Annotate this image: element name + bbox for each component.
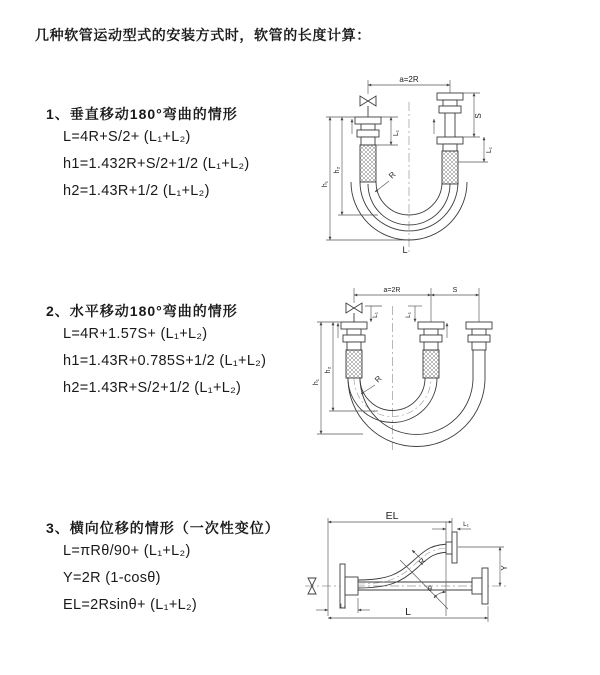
label-r: R [373, 374, 384, 385]
label-a2r: a=2R [383, 287, 401, 294]
radius-callout [361, 374, 384, 394]
diagram-vertical-180 [318, 72, 590, 267]
dimension-l1-mid [405, 306, 422, 322]
dimension-s [463, 93, 483, 137]
dimension-el [328, 510, 452, 616]
label-l1: L₁ [405, 312, 412, 318]
braided-hose-section [360, 145, 376, 182]
hose-arcs [348, 350, 485, 447]
radius-callout [412, 550, 428, 566]
section-heading: 1、垂直移动180°弯曲的情形 [46, 106, 238, 122]
diagram-horizontal-180 [308, 278, 593, 463]
label-l: L [405, 606, 411, 618]
formula-line: h2=1.43R+S/2+1/2 (L₁+L₂) [63, 380, 242, 396]
formula-line: h1=1.432R+S/2+1/2 (L₁+L₂) [63, 156, 250, 172]
right-fitting [466, 322, 492, 350]
braided-hose-section [346, 350, 362, 378]
section-heading: 3、横向位移的情形（一次性变位） [46, 520, 280, 536]
section-2 [46, 301, 266, 402]
label-h1: h₁ [322, 180, 329, 188]
radius-callout [375, 170, 398, 192]
valve-icon [346, 303, 362, 322]
label-l1: L₁ [486, 146, 493, 154]
label-el: EL [385, 510, 399, 522]
formula-line: Y=2R (1-cosθ) [63, 570, 161, 586]
right-fitting-upper [437, 93, 463, 137]
label-r: R [416, 556, 428, 567]
label-r: R [387, 170, 398, 181]
label-l1: L₁ [463, 521, 469, 528]
label-l1: L₁ [372, 312, 379, 318]
label-h2: h₂ [325, 366, 332, 374]
label-s: S [474, 113, 483, 119]
braided-hose-section [442, 151, 458, 184]
formula-line: L=4R+S/2+ (L₁+L₂) [63, 129, 191, 145]
formula-line: h1=1.43R+0.785S+1/2 (L₁+L₂) [63, 353, 267, 369]
label-a2r: a=2R [399, 75, 419, 84]
page-title: 几种软管运动型式的安装方式时，软管的长度计算： [35, 27, 371, 43]
dimension-l [328, 606, 488, 622]
s-curve-hose [358, 544, 452, 588]
label-h1: h₁ [313, 378, 320, 386]
diagram-lateral-displacement [300, 498, 592, 648]
braided-hose-section [423, 350, 439, 378]
label-s: S [452, 287, 458, 294]
left-fitting [341, 322, 367, 378]
dimension-a2r [368, 75, 450, 94]
label-l1: L₁ [393, 129, 400, 137]
section-3 [46, 518, 280, 619]
middle-fitting [418, 322, 444, 378]
section-heading: 2、水平移动180°弯曲的情形 [46, 303, 238, 319]
right-fitting-lower [437, 137, 463, 184]
label-y: Y [500, 565, 509, 571]
label-theta: θ [428, 586, 432, 593]
angle-construction [400, 560, 448, 609]
upper-right-flange [446, 532, 457, 563]
dimension-l1-left [365, 306, 382, 322]
valve-icon [360, 96, 376, 117]
lower-right-flange [472, 568, 488, 604]
section-1 [46, 104, 250, 205]
label-l: L [402, 245, 408, 255]
left-flange [340, 564, 358, 608]
left-fitting [355, 117, 381, 182]
formula-line: EL=2Rsinθ+ (L₁+L₂) [63, 597, 198, 613]
label-h2: h₂ [334, 166, 341, 174]
formula-line: L=πRθ/90+ (L₁+L₂) [63, 543, 191, 559]
label-l1: L₁ [340, 603, 346, 610]
formula-line: h2=1.43R+1/2 (L₁+L₂) [63, 183, 210, 199]
formula-line: L=4R+1.57S+ (L₁+L₂) [63, 326, 208, 342]
